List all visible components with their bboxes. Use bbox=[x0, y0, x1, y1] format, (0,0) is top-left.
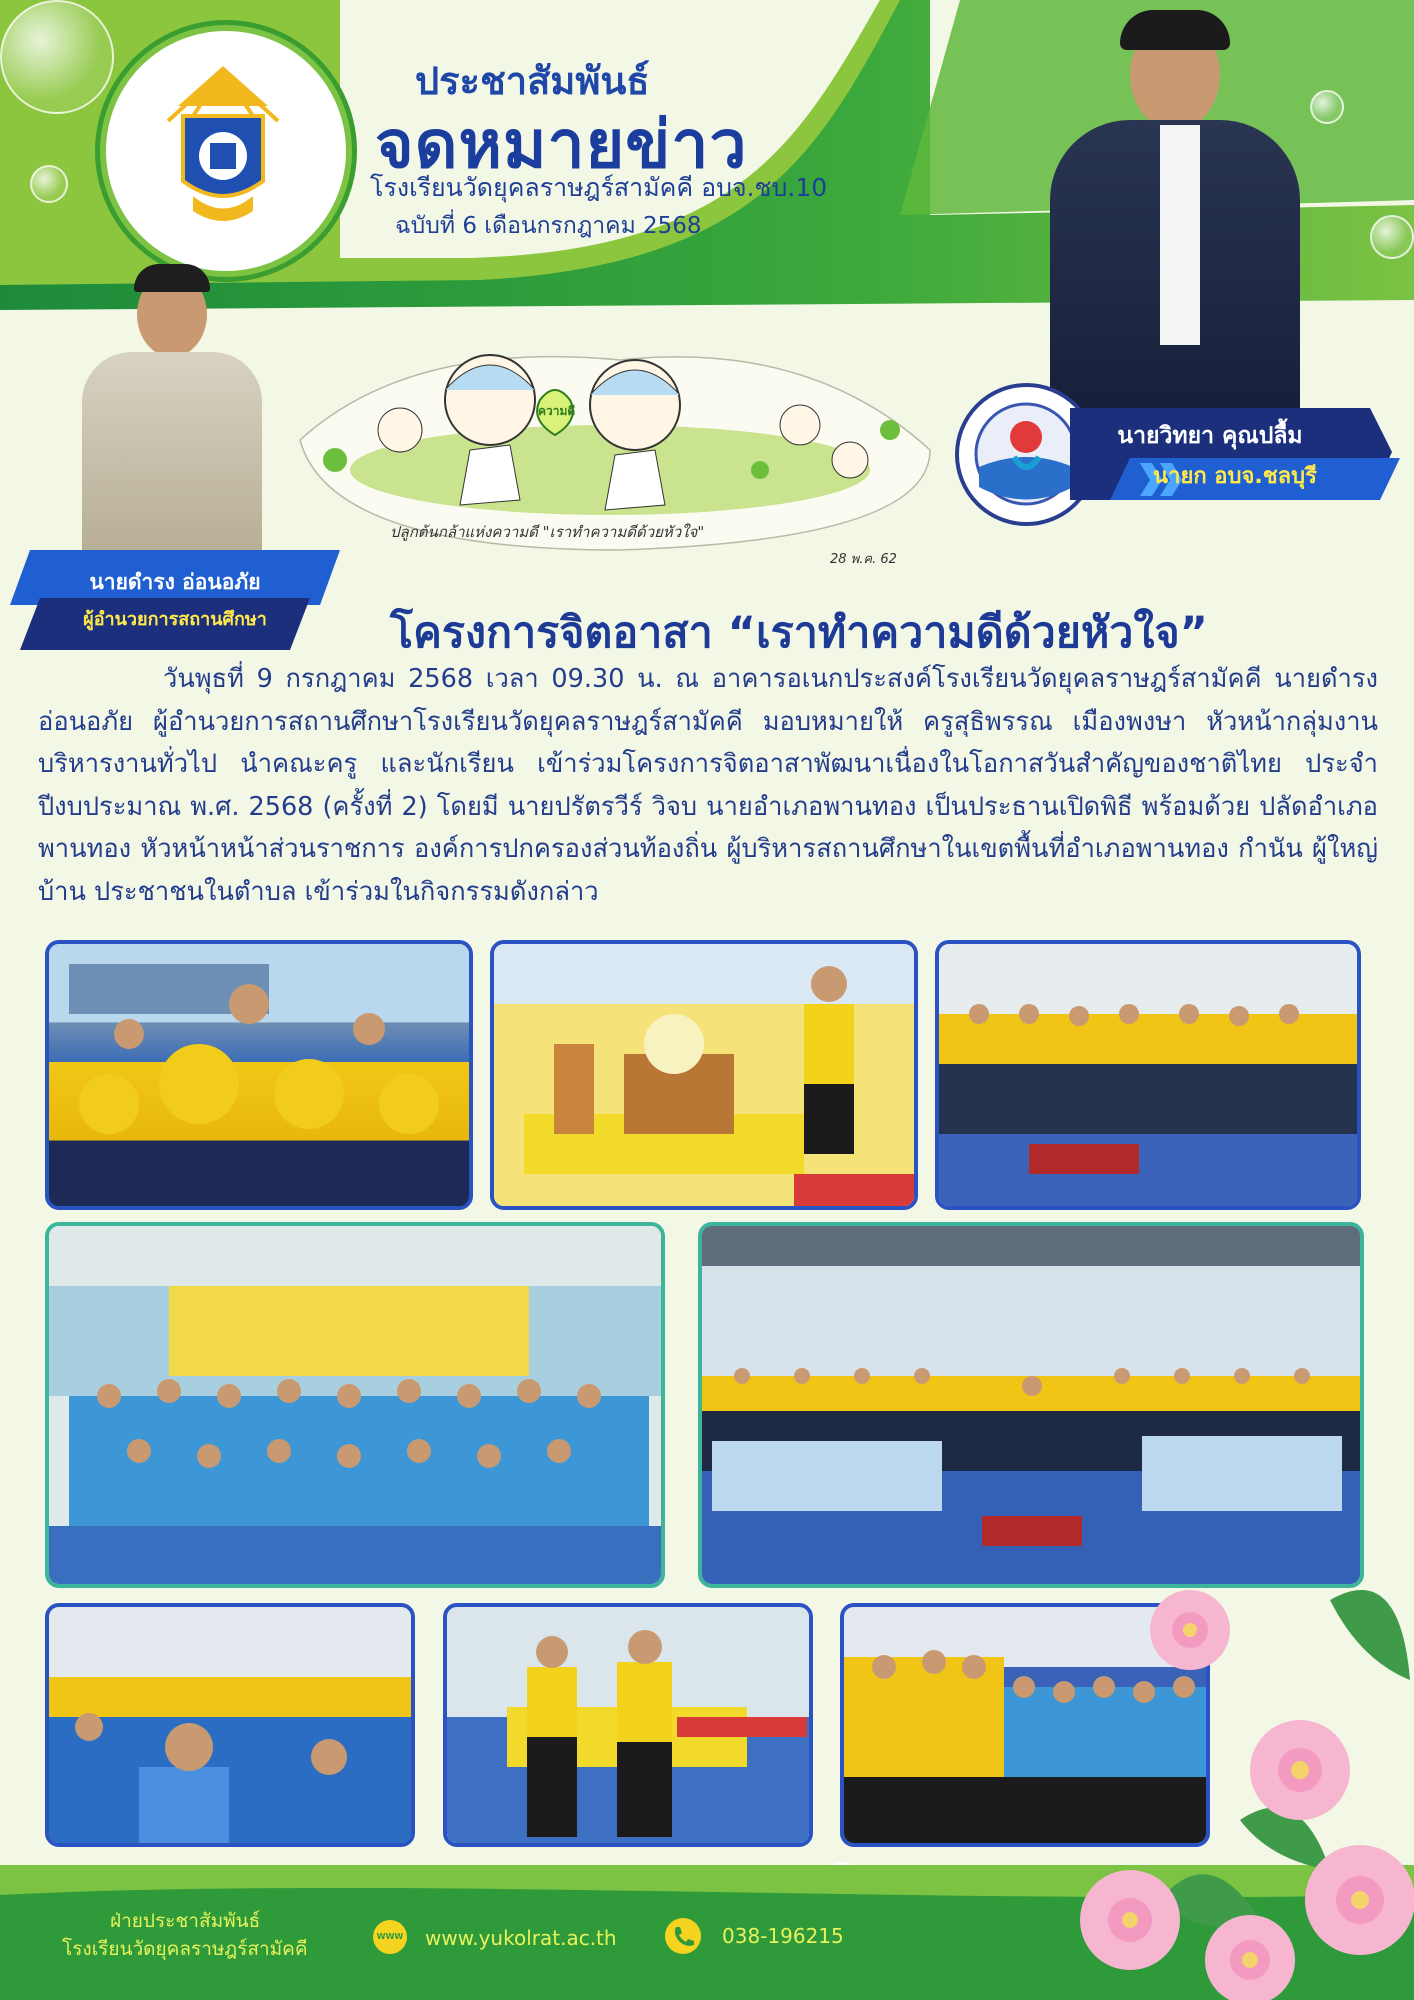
article-body bbox=[38, 658, 1378, 913]
decor-bubble bbox=[1370, 215, 1414, 259]
activity-photo bbox=[490, 940, 918, 1210]
director-name: นายดำรง อ่อนอภัย bbox=[89, 570, 261, 594]
flower-decoration bbox=[1000, 1540, 1414, 2000]
director-photo bbox=[82, 262, 262, 562]
mayor-position: นายก อบจ.ชลบุรี bbox=[1153, 464, 1317, 489]
illustration-caption: ปลูกต้นกล้าแห่งความดี "เราทำความดีด้วยหัวใจ" bbox=[390, 523, 705, 541]
school-name: โรงเรียนวัดยุคลราษฎร์สามัคคี อบจ.ชบ.10 bbox=[370, 173, 828, 202]
footer-website[interactable]: www.yukolrat.ac.th bbox=[425, 1926, 617, 1950]
activity-photo bbox=[45, 1222, 665, 1588]
footer-dept-line2: โรงเรียนวัดยุคลราษฎร์สามัคคี bbox=[62, 1938, 308, 1960]
footer-dept-line1: ฝ่ายประชาสัมพันธ์ bbox=[110, 1910, 261, 1932]
phone-icon bbox=[665, 1918, 701, 1954]
activity-photo bbox=[45, 1603, 415, 1847]
decor-bubble bbox=[30, 165, 68, 203]
activity-photo bbox=[45, 940, 473, 1210]
project-illustration bbox=[290, 320, 940, 580]
director-position: ผู้อำนวยการสถานศึกษา bbox=[83, 609, 267, 630]
illustration-heart-text: ความดี bbox=[538, 404, 576, 418]
www-icon bbox=[373, 1920, 407, 1954]
article-body-text: วันพุธที่ 9 กรกฎาคม 2568 เวลา 09.30 น. ณ อาคารอเนกประสงค์โรงเรียนวัดยุคลราษฎร์สามัคคี นายดำรง อ่อนอภัย ผู้อำนวยการสถานศึกษาโรงเรียนวัดยุคลราษฎร์สามัคคี มอบหมายให้ ครูสุธิพรรณ เมืองพงษา หัวหน้ากลุ่มงานบริหารงานทั่วไป นำคณะครู และนักเรียน เข้าร่วมโครงการจิตอาสาพัฒนาเนื่องในโอกาสวันสำคัญของชาติไทย ประจำปีงบประมาณ พ.ศ. 2568 (ครั้งที่ 2) โดยมี นายปรัตรวีร์ วิจบ นายอำเภอพานทอง เป็นประธานเปิดพิธี พร้อมด้วย ปลัดอำเภอพานทอง หัวหน้าหน้าส่วนราชการ องค์การปกครองส่วนท้องถิ่น ผู้บริหารสถานศึกษาในเขตพื้นที่อำเภอพานทอง กำนัน ผู้ใหญ่บ้าน ประชาชนในตำบล เข้าร่วมในกิจกรรมดังกล่าว bbox=[38, 664, 1378, 907]
activity-photo bbox=[698, 1222, 1364, 1588]
school-emblem-icon bbox=[158, 61, 288, 231]
footer-phone[interactable]: 038-196215 bbox=[722, 1924, 844, 1948]
illustration-date-note: 28 พ.ค. 62 bbox=[830, 552, 897, 567]
school-logo bbox=[100, 25, 352, 277]
article-headline: โครงการจิตอาสา “เราทำความดีด้วยหัวใจ” bbox=[390, 608, 1208, 658]
header-label: ประชาสัมพันธ์ bbox=[415, 59, 650, 103]
www-icon-text: WWW bbox=[376, 1932, 404, 1941]
newsletter-title: จดหมายข่าว bbox=[375, 106, 748, 183]
activity-photo bbox=[443, 1603, 813, 1847]
issue-info: ฉบับที่ 6 เดือนกรกฎาคม 2568 bbox=[395, 213, 702, 239]
mayor-name: นายวิทยา คุณปลื้ม bbox=[1117, 423, 1303, 449]
decor-bubble bbox=[1310, 90, 1344, 124]
mayor-photo bbox=[1050, 10, 1300, 410]
decor-bubble bbox=[0, 0, 114, 114]
activity-photo bbox=[935, 940, 1361, 1210]
